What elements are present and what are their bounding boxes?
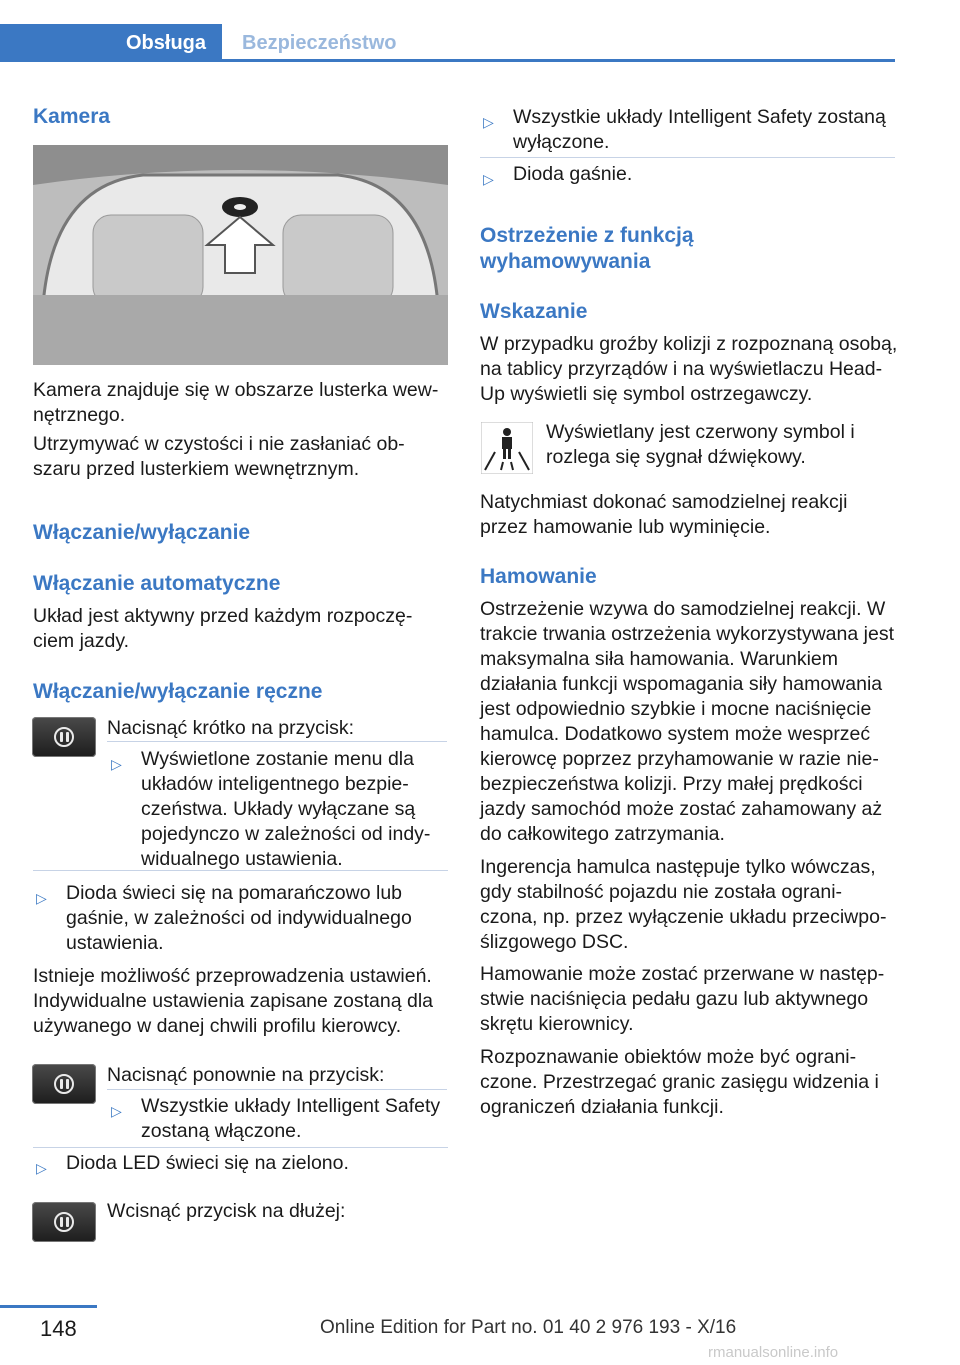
- intelligent-safety-button-icon: [32, 717, 96, 757]
- watermark: rmanualsonline.info: [708, 1344, 839, 1361]
- bullet-all-on: Wszystkie układy Intelligent Safety zostaną włączone.: [141, 1095, 441, 1142]
- pedestrian-warning-icon: [481, 422, 533, 474]
- press-long-text: Wcisnąć przycisk na dłużej:: [107, 1200, 346, 1222]
- page-number: 148: [40, 1316, 77, 1341]
- bullet-all-off: Wszystkie układy Intelligent Safety zostaną wyłączone.: [513, 106, 886, 153]
- page-header: [0, 24, 895, 62]
- heading-braking: Hamowanie: [480, 565, 597, 588]
- press-again-text: Nacisnąć ponownie na przycisk:: [107, 1064, 385, 1086]
- heading-kamera: Kamera: [33, 105, 111, 128]
- bullet-led-orange: Dioda świeci się na pomarańczowo lub gaśnie, w zależności od indywidualnego ustawienia.: [66, 882, 412, 954]
- heading-on-off: Włączanie/wyłączanie: [33, 521, 251, 544]
- heading-indicator: Wskazanie: [480, 300, 588, 323]
- braking-paragraph-4: Rozpoznawanie obiektów może być ograni-czone. Przestrzegać granic zasięgu widzenia i ograniczeń działania funkcji.: [480, 1046, 879, 1118]
- intelligent-safety-button-icon: [32, 1202, 96, 1242]
- separator: [33, 1147, 448, 1148]
- footer-rule: [0, 1305, 97, 1308]
- intelligent-safety-button-icon: [32, 1064, 96, 1104]
- triangle-bullet-icon: ▷: [36, 1160, 47, 1176]
- react-paragraph: Natychmiast dokonać samodzielnej reakcji przez hamowanie lub wyminięcie.: [480, 491, 848, 538]
- separator: [107, 1089, 447, 1090]
- heading-warning-braking: Ostrzeżenie z funkcją wyhamowywania: [480, 224, 694, 273]
- separator: [107, 741, 447, 742]
- press-short-text: Nacisnąć krótko na przycisk:: [107, 717, 355, 739]
- triangle-bullet-icon: ▷: [483, 171, 494, 187]
- bullet-led-green: Dioda LED świeci się na zielono.: [66, 1152, 349, 1174]
- edition-note: Online Edition for Part no. 01 40 2 976 193 - X/16: [320, 1317, 737, 1338]
- triangle-bullet-icon: ▷: [111, 756, 122, 772]
- camera-photo: [33, 145, 448, 365]
- header-rule: [0, 59, 895, 62]
- separator: [480, 157, 895, 158]
- symbol-paragraph: Wyświetlany jest czerwony symbol i rozlega się sygnał dźwiękowy.: [546, 421, 855, 468]
- triangle-bullet-icon: ▷: [111, 1103, 122, 1119]
- separator: [33, 870, 448, 871]
- settings-paragraph: Istnieje możliwość przeprowadzenia ustawień. Indywidualne ustawienia zapisane zostaną dla używanego w danej chwili profilu kierowcy.: [33, 965, 434, 1037]
- bullet-menu-text: Wyświetlone zostanie menu dla układów inteligentnego bezpie-czeństwa. Układy wyłączane są pojedynczo w zależności od indy-widualnego ustawienia.: [141, 748, 431, 870]
- braking-paragraph-3: Hamowanie może zostać przerwane w następ-stwie naciśnięcia pedału gazu lub aktywnego skrętu kierownicy.: [480, 963, 885, 1035]
- indicator-paragraph: W przypadku groźby kolizji z rozpoznaną osobą, na tablicy przyrządów i na wyświetlaczu Head-Up wyświetli się symbol ostrzegawczy.: [480, 333, 898, 405]
- tab-obsluga-label: Obsługa: [125, 32, 206, 54]
- tab-bezpieczenstwo[interactable]: Bezpieczeństwo: [242, 32, 397, 54]
- braking-paragraph-1: Ostrzeżenie wzywa do samodzielnej reakcji. W trakcie trwania ostrzeżenia wykorzystywana jest maksymalna siła hamowania. Warunkiem działania funkcji wspomagania siły hamowania jest odpowiednio szybkie i mocne naciśnięcie hamulca. Dodatkowo system może wesprzeć kierowcę poprzez przyhamowanie w razie nie-bezpieczeństwa kolizji. Przy małej prędkości jazdy samochód może zostać zahamowany aż do całkowitego zatrzymania.: [480, 598, 894, 845]
- auto-paragraph: Układ jest aktywny przed każdym rozpoczę-ciem jazdy.: [33, 605, 413, 652]
- cam-paragraph-2: Utrzymywać w czystości i nie zasłaniać ob-szaru przed lusterkiem wewnętrznym.: [33, 433, 405, 480]
- braking-paragraph-2: Ingerencja hamulca następuje tylko wówczas, gdy stabilność pojazdu nie została ograni-czona, np. przez wyłączenie układu przeciwpo-ślizgowego DSC.: [480, 856, 887, 953]
- heading-manual: Włączanie/wyłączanie ręczne: [33, 680, 323, 703]
- tab-obsluga[interactable]: [0, 24, 222, 62]
- cam-paragraph-1: Kamera znajduje się w obszarze lusterka wew-nętrznego.: [33, 379, 439, 426]
- bullet-led-off: Dioda gaśnie.: [513, 163, 633, 185]
- triangle-bullet-icon: ▷: [483, 114, 494, 130]
- triangle-bullet-icon: ▷: [36, 890, 47, 906]
- heading-auto: Włączanie automatyczne: [33, 572, 281, 595]
